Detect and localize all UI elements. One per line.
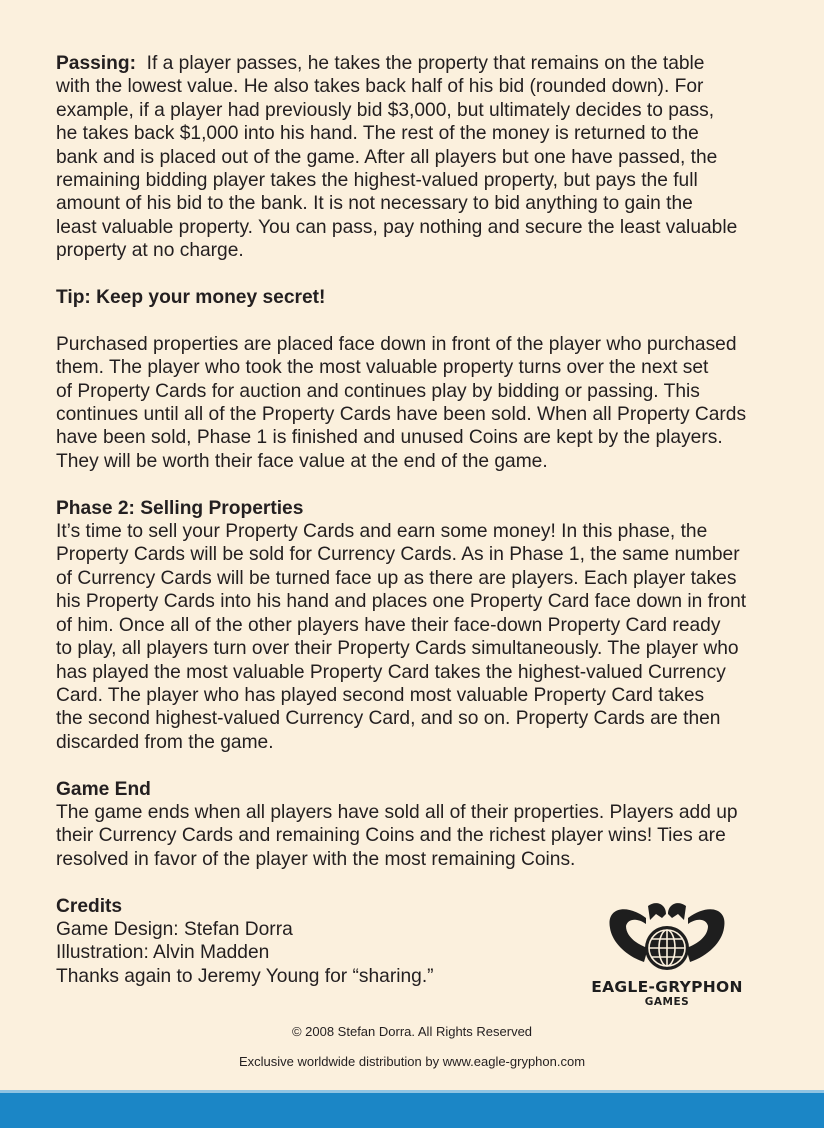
purchased-paragraph xyxy=(56,333,768,473)
phase2-line: to play, all players turn over their Property Cards simultaneously. The player who xyxy=(56,638,739,660)
passing-heading: Passing: xyxy=(56,53,136,74)
logo-name: EAGLE-GRYPHON xyxy=(591,978,743,996)
credits-heading: Credits xyxy=(56,895,123,917)
phase2-line: discarded from the game. xyxy=(56,731,274,753)
passing-line: least valuable property. You can pass, pay nothing and secure the least valuable xyxy=(56,216,738,238)
phase2-heading: Phase 2: Selling Properties xyxy=(56,497,304,519)
credits-line: Thanks again to Jeremy Young for “sharing.” xyxy=(56,965,434,987)
game-end-line: The game ends when all players have sold all of their properties. Players add up xyxy=(56,801,738,823)
purchased-line: them. The player who took the most valuable property turns over the next set xyxy=(56,357,709,379)
phase2-line: Property Cards will be sold for Currency Cards. As in Phase 1, the same number xyxy=(56,544,740,566)
copyright-notice: © 2008 Stefan Dorra. All Rights Reserved xyxy=(291,1024,533,1039)
credits-line: Illustration: Alvin Madden xyxy=(56,942,270,964)
game-end-line: their Currency Cards and remaining Coins and the richest player wins! Ties are xyxy=(56,825,726,847)
passing-line: property at no charge. xyxy=(56,240,244,262)
purchased-line: of Property Cards for auction and continues play by bidding or passing. This xyxy=(56,380,700,402)
passing-paragraph xyxy=(56,52,768,263)
phase2-line: It’s time to sell your Property Cards and earn some money! In this phase, the xyxy=(56,521,708,543)
phase2-line: his Property Cards into his hand and places one Property Card face down in front xyxy=(56,591,747,613)
game-end-paragraph xyxy=(56,801,768,871)
game-end-heading: Game End xyxy=(56,778,151,800)
eagle-gryphon-globe-icon xyxy=(586,898,748,978)
passing-line: bank and is placed out of the game. After all players but one have passed, the xyxy=(56,146,718,168)
tip-heading: Tip: Keep your money secret! xyxy=(56,287,326,309)
credits-line: Game Design: Stefan Dorra xyxy=(56,918,293,940)
passing-line: he takes back $1,000 into his hand. The rest of the money is returned to the xyxy=(56,123,699,145)
purchased-line: Purchased properties are placed face down in front of the player who purchased xyxy=(56,333,737,355)
purchased-line: continues until all of the Property Cards have been sold. When all Property Cards xyxy=(56,404,747,426)
passing-line: example, if a player had previously bid $3,000, but ultimately decides to pass, xyxy=(56,99,715,121)
purchased-line: have been sold, Phase 1 is finished and unused Coins are kept by the players. xyxy=(56,427,723,449)
phase2-line: of Currency Cards will be turned face up as there are players. Each player takes xyxy=(56,567,737,589)
rules-page xyxy=(56,52,768,988)
phase2-paragraph xyxy=(56,520,768,754)
phase2-line: of him. Once all of the other players have their face-down Property Card ready xyxy=(56,614,721,636)
logo-subtitle: GAMES xyxy=(644,996,690,1008)
passing-line: amount of his bid to the bank. It is not necessary to bid anything to gain the xyxy=(56,193,693,215)
distribution-notice: Exclusive worldwide distribution by www.eagle-gryphon.com xyxy=(238,1054,586,1069)
passing-line: with the lowest value. He also takes back half of his bid (rounded down). For xyxy=(56,76,704,98)
passing-line: remaining bidding player takes the highest-valued property, but pays the full xyxy=(56,170,698,192)
phase2-line: the second highest-valued Currency Card, and so on. Property Cards are then xyxy=(56,708,721,730)
passing-line: If a player passes, he takes the property that remains on the table xyxy=(146,53,705,74)
bottom-color-bar xyxy=(0,1090,824,1128)
phase2-line: has played the most valuable Property Card takes the highest-valued Currency xyxy=(56,661,726,683)
purchased-line: They will be worth their face value at the end of the game. xyxy=(56,450,548,472)
phase2-line: Card. The player who has played second most valuable Property Card takes xyxy=(56,684,705,706)
eagle-gryphon-logo xyxy=(586,898,748,1010)
game-end-line: resolved in favor of the player with the most remaining Coins. xyxy=(56,848,576,870)
